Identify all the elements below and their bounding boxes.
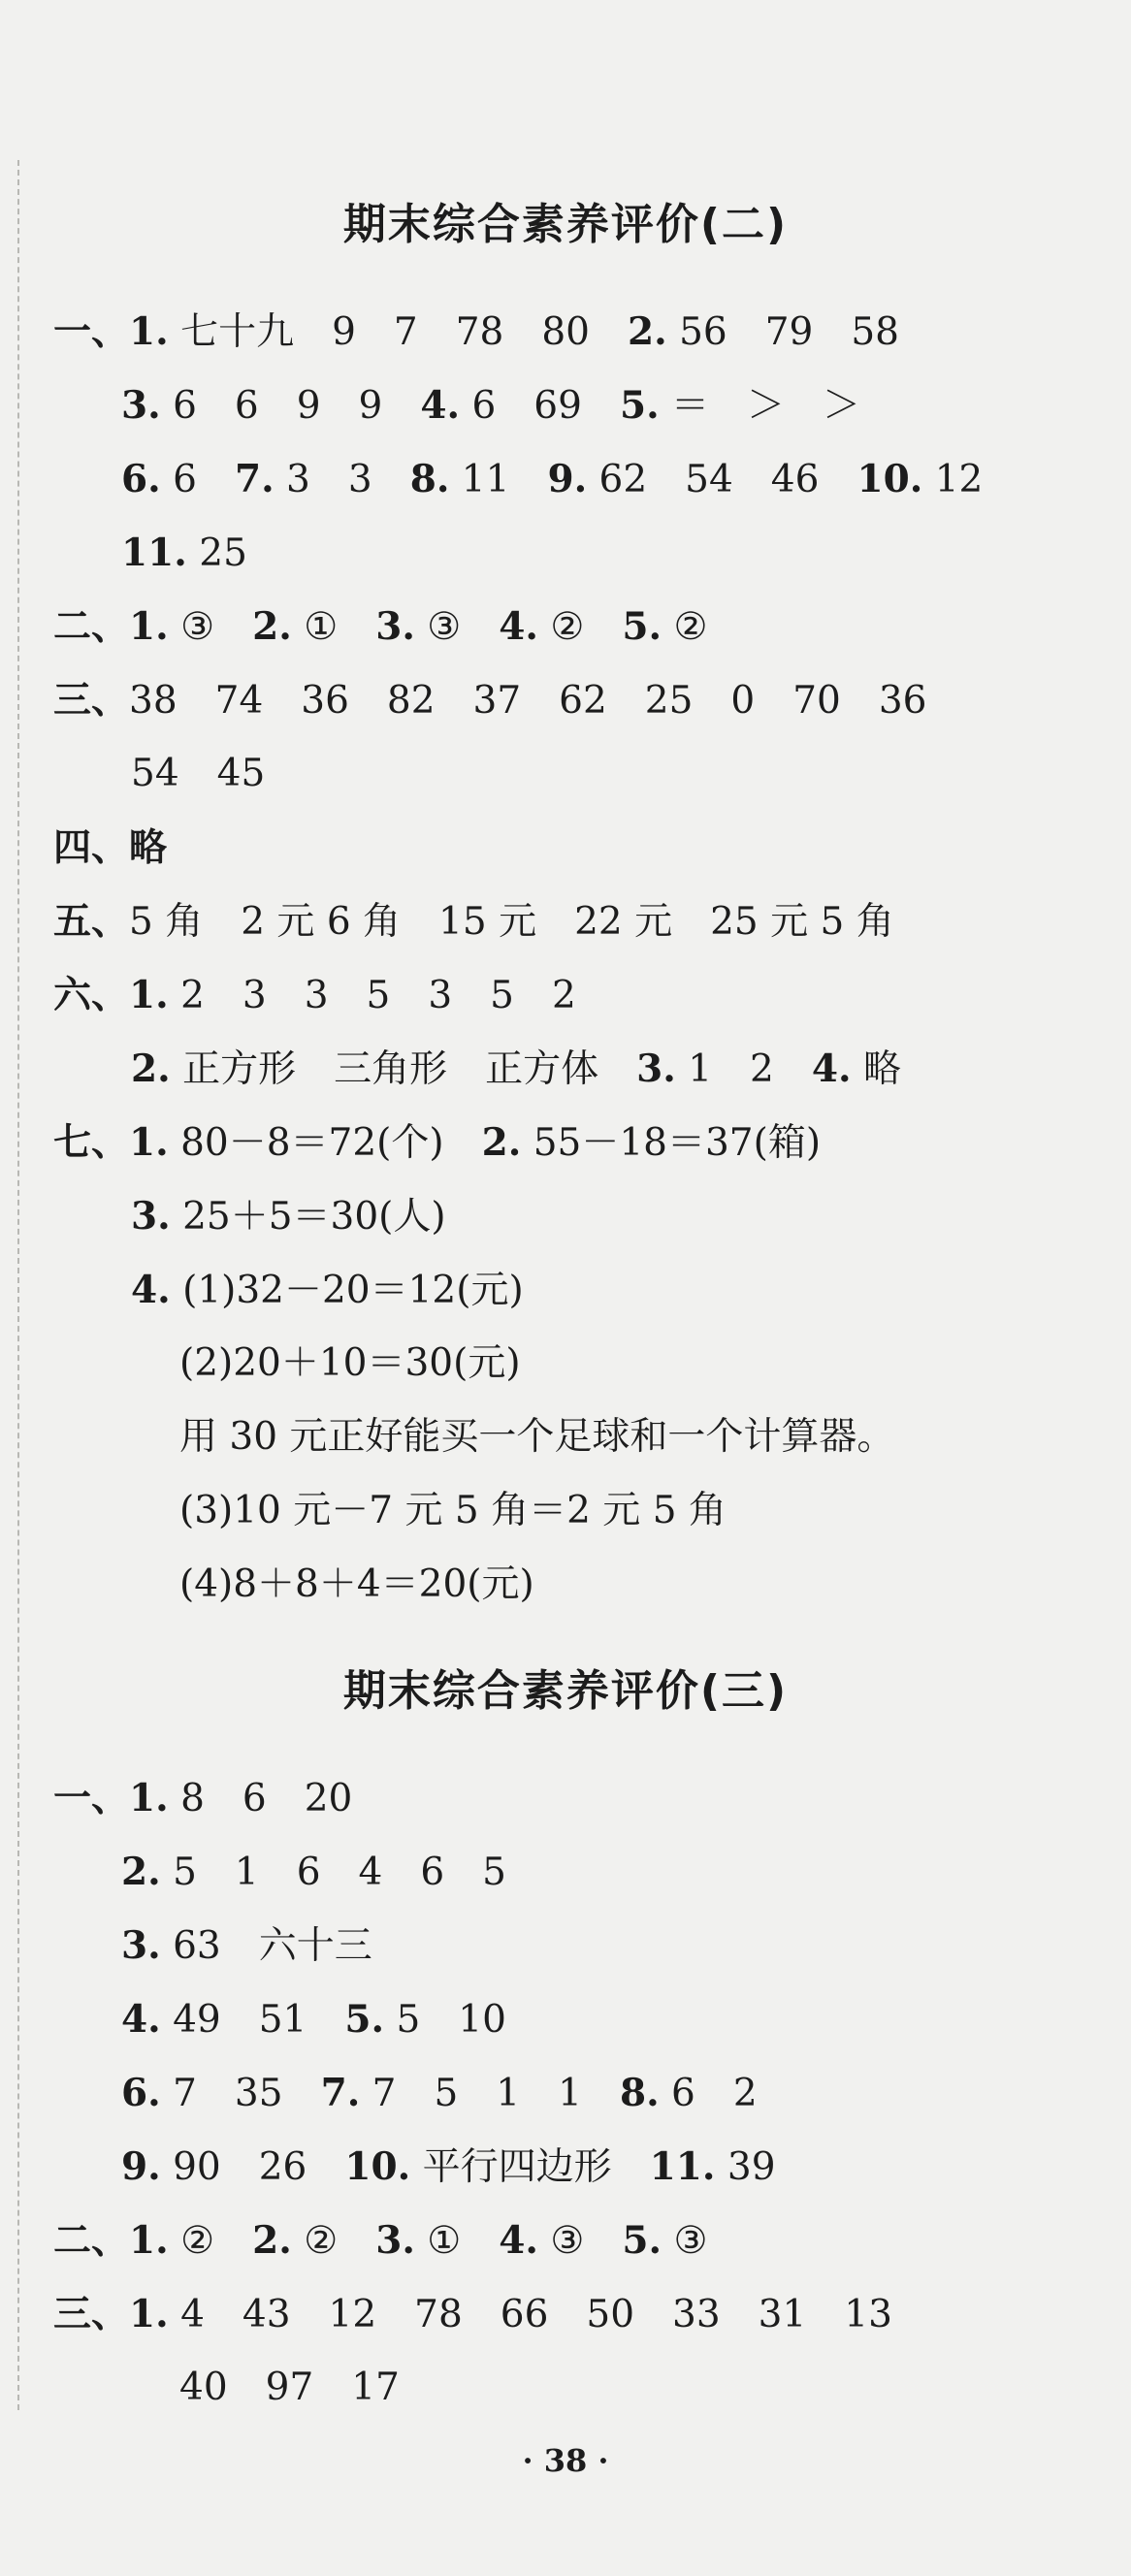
answer-text: ② <box>291 2219 376 2263</box>
answer-text: 54 45 <box>131 752 266 795</box>
question-number: 3. <box>131 1194 171 1239</box>
answer-text: 4 43 12 78 66 50 33 31 13 <box>168 2293 892 2336</box>
answer-text: 6 6 9 9 <box>160 384 421 428</box>
question-number: 4. <box>420 383 461 428</box>
section-title: 期末综合素养评价(三) <box>342 1666 789 1716</box>
answer-text: 6 69 <box>460 384 620 428</box>
answer-line <box>131 1040 901 1099</box>
question-number: 三、1. <box>53 2292 169 2336</box>
question-number: 4. <box>499 2218 538 2263</box>
answer-text: 40 97 17 <box>179 2366 400 2409</box>
answer-line <box>53 303 899 362</box>
answer-text: 7 35 <box>160 2072 321 2115</box>
answer-text: (2)20＋10＝30(元) <box>179 1341 521 1385</box>
answer-text: 39 <box>715 2145 776 2189</box>
question-number: 4. <box>121 1997 161 2042</box>
answer-text: 5 角 2 元 6 角 15 元 22 元 25 元 5 角 <box>129 900 894 944</box>
answer-text: (4)8＋8＋4＝20(元) <box>179 1562 534 1606</box>
question-number: 9. <box>121 2144 161 2189</box>
answer-line <box>121 450 983 509</box>
question-number: 5. <box>622 2218 662 2263</box>
answer-text: ② <box>168 2219 253 2263</box>
answer-line <box>131 1187 446 1246</box>
answer-text: 38 74 36 82 37 62 25 0 70 36 <box>129 679 927 723</box>
question-number: 三、 <box>53 678 130 723</box>
question-number: 2. <box>252 2218 292 2263</box>
answer-line <box>121 2064 758 2123</box>
question-number: 5. <box>344 1997 385 2042</box>
answer-text: 80－8＝72(个) <box>168 1121 482 1165</box>
answer-line <box>121 2138 776 2197</box>
answer-line <box>179 1335 521 1393</box>
question-number: 8. <box>409 457 450 501</box>
question-number: 二、1. <box>53 604 169 649</box>
answer-text: 2 3 3 5 3 5 2 <box>168 974 576 1017</box>
answer-line <box>53 671 926 730</box>
answer-text: (3)10 元－7 元 5 角＝2 元 5 角 <box>179 1489 727 1532</box>
question-number: 2. <box>131 1046 171 1091</box>
answer-line <box>53 819 167 877</box>
question-number: 七、1. <box>53 1120 169 1165</box>
answer-line <box>53 597 707 657</box>
answer-line <box>121 1916 372 1976</box>
answer-line <box>179 2359 400 2417</box>
answer-line <box>53 892 894 951</box>
answer-text: 8 6 20 <box>168 1777 353 1820</box>
answer-text: ① <box>291 605 376 649</box>
question-number: 3. <box>121 383 161 428</box>
answer-line <box>53 1113 821 1173</box>
answer-text: 平行四边形 <box>410 2145 650 2189</box>
answer-text: ③ <box>662 2219 708 2263</box>
answer-line <box>131 745 265 803</box>
answer-text: ③ <box>168 605 253 649</box>
answer-text: 略 <box>851 1047 901 1091</box>
answer-text: 5 10 <box>384 1998 506 2042</box>
question-number: 2. <box>252 604 292 649</box>
question-number: 6. <box>121 2071 161 2115</box>
question-number: 7. <box>320 2071 361 2115</box>
answer-text: 七十九 9 7 78 80 <box>168 310 628 354</box>
question-number: 8. <box>619 2071 660 2115</box>
answer-text: (1)32－20＝12(元) <box>170 1269 524 1312</box>
question-number: 2. <box>481 1120 522 1165</box>
answer-text: 6 <box>160 458 235 501</box>
answer-line <box>179 1408 894 1466</box>
answer-text: 25＋5＝30(人) <box>170 1195 446 1239</box>
question-number: 10. <box>856 457 923 501</box>
answer-text: ① <box>414 2219 500 2263</box>
question-number: 11. <box>649 2144 716 2189</box>
answer-line <box>121 1843 506 1902</box>
answer-text: ＝ ＞ ＞ <box>659 384 861 428</box>
answer-text: ② <box>662 605 708 649</box>
answer-line <box>53 2285 892 2344</box>
question-number: 10. <box>344 2144 411 2189</box>
question-number: 4. <box>499 604 538 649</box>
answer-line <box>53 2211 707 2270</box>
question-number: 3. <box>121 1923 161 1968</box>
answer-line <box>121 376 860 435</box>
page-number: · 38 · <box>522 2442 609 2479</box>
answer-line <box>121 1990 506 2049</box>
answer-text: ③ <box>414 605 500 649</box>
question-number: 六、1. <box>53 973 169 1017</box>
question-number: 2. <box>628 309 667 354</box>
question-number: 3. <box>636 1046 676 1091</box>
answer-text: 用 30 元正好能买一个足球和一个计算器。 <box>179 1415 895 1459</box>
answer-line <box>121 524 247 583</box>
question-number: 5. <box>619 383 660 428</box>
answer-text: 5 1 6 4 6 5 <box>160 1851 506 1894</box>
answer-line <box>53 1769 352 1828</box>
answer-text: 正方形 三角形 正方体 <box>170 1047 637 1091</box>
question-number: 4. <box>811 1046 852 1091</box>
answer-text: 3 3 <box>274 458 410 501</box>
section-title: 期末综合素养评价(二) <box>342 200 789 249</box>
left-dashed-rule <box>17 160 19 2410</box>
question-number: 6. <box>121 457 161 501</box>
question-number: 一、1. <box>53 1776 169 1820</box>
question-number: 五、 <box>53 899 130 944</box>
answer-text: 55－18＝37(箱) <box>521 1121 822 1165</box>
question-number: 4. <box>131 1268 171 1312</box>
question-number: 7. <box>234 457 275 501</box>
answer-text: 1 2 <box>675 1047 812 1091</box>
answer-text: 63 六十三 <box>160 1924 372 1968</box>
answer-line <box>53 966 576 1025</box>
question-number: 2. <box>121 1850 161 1894</box>
answer-text: 7 5 1 1 <box>360 2072 620 2115</box>
answer-text: 90 26 <box>160 2145 345 2189</box>
answer-text: 49 51 <box>160 1998 345 2042</box>
answer-text: 56 79 58 <box>666 310 899 354</box>
answer-text: 11 <box>449 458 548 501</box>
question-number: 一、1. <box>53 309 169 354</box>
question-number: 二、1. <box>53 2218 169 2263</box>
answer-line <box>179 1482 727 1540</box>
answer-text: 62 54 46 <box>587 458 857 501</box>
question-number: 5. <box>622 604 662 649</box>
answer-text: 四、略 <box>53 825 168 870</box>
answer-text: 6 2 <box>659 2072 758 2115</box>
answer-line <box>131 1261 524 1320</box>
question-number: 11. <box>121 531 187 575</box>
question-number: 3. <box>375 604 415 649</box>
answer-text: ③ <box>538 2219 623 2263</box>
answer-line <box>179 1556 534 1614</box>
answer-text: ② <box>538 605 623 649</box>
answer-text: 25 <box>186 531 247 575</box>
answer-text: 12 <box>922 458 984 501</box>
question-number: 9. <box>547 457 588 501</box>
question-number: 3. <box>375 2218 415 2263</box>
